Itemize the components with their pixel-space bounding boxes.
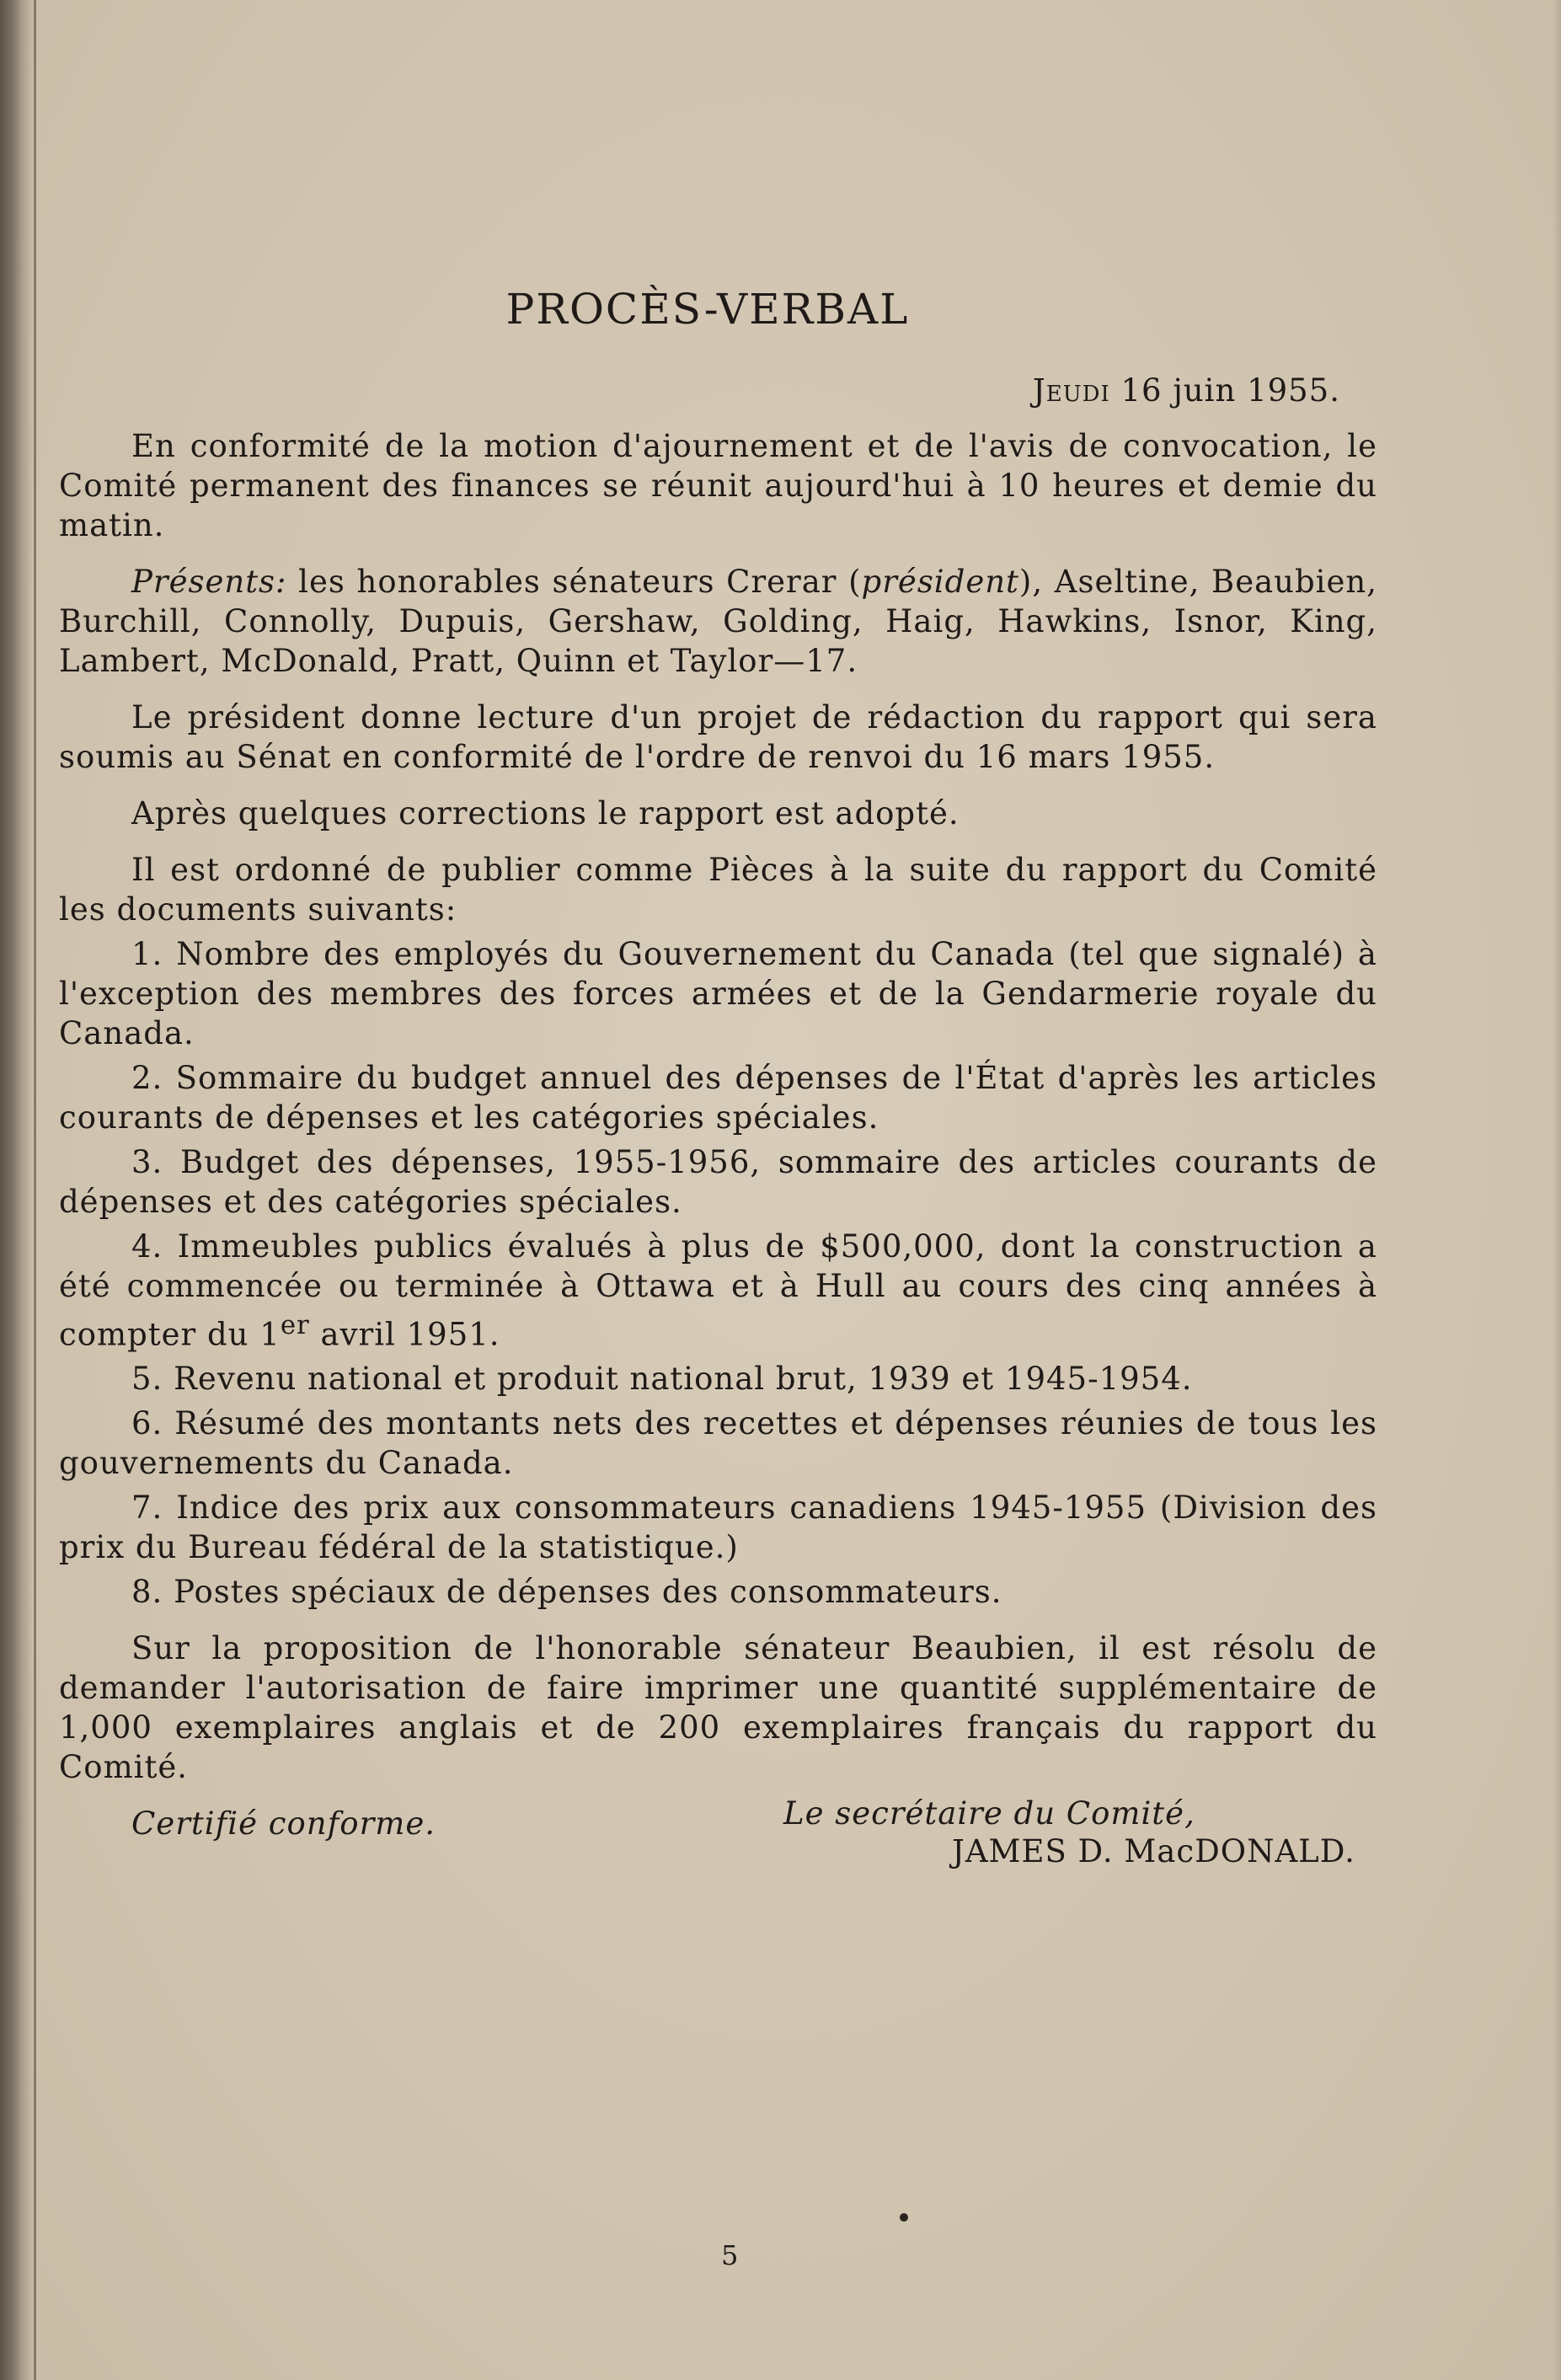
list-item-3: 3. Budget des dépenses, 1955-1956, sommaire des articles courants de dépenses et des catégories spéciales. <box>59 1144 1377 1220</box>
signature-name: JAMES D. MacDONALD. <box>952 1833 1355 1869</box>
list-item-6: 6. Résumé des montants nets des recettes et dépenses réunies de tous les gouvernements du Canada. <box>59 1405 1377 1482</box>
list-item-2: 2. Sommaire du budget annuel des dépenses de l'État d'après les articles courants de dépenses et les catégories spéciales. <box>59 1060 1377 1136</box>
list-item-5: 5. Revenu national et produit national brut, 1939 et 1945-1954. <box>131 1361 1193 1398</box>
signature-block <box>783 1794 1355 1870</box>
document-title: PROCÈS-VERBAL <box>505 285 910 334</box>
present-label: Présents: <box>131 564 287 600</box>
list-item-4-text-a: 4. Immeubles publics évalués à plus de $500,000, dont la construction a été commencée ou terminée à Ottawa et à Hull au cours des cinq années à compter du 1 <box>59 1228 1377 1353</box>
date-weekday: Jeudi <box>1032 372 1110 409</box>
list-item-4 <box>59 1227 1377 1354</box>
certified-line: Certifié conforme. <box>131 1805 436 1842</box>
paragraph-opening: En conformité de la motion d'ajournement et de l'avis de convocation, le Comité permanent des finances se réunit aujourd'hui à 10 heures et demie du matin. <box>59 428 1377 543</box>
page-binding-shadow <box>0 0 34 2380</box>
page-right-edge <box>1553 0 1561 2380</box>
list-item-4-text-b: avril 1951. <box>309 1316 500 1353</box>
list-item-7: 7. Indice des prix aux consommateurs canadiens 1945-1955 (Division des prix du Bureau fédéral de la statistique.) <box>59 1490 1377 1566</box>
page-fold-line <box>34 0 36 2380</box>
list-item-1: 1. Nombre des employés du Gouvernement du Canada (tel que signalé) à l'exception des membres des forces armées et de la Gendarmerie royale du Canada. <box>59 936 1377 1051</box>
present-text-a: les honorables sénateurs Crerar ( <box>286 564 862 600</box>
page-number: 5 <box>721 2239 739 2271</box>
document-date <box>1033 372 1340 409</box>
list-item-8: 8. Postes spéciaux de dépenses des consommateurs. <box>131 1574 1002 1611</box>
paragraph-resolution: Sur la proposition de l'honorable sénateur Beaubien, il est résolu de demander l'autorisation de faire imprimer une quantité supplémentaire de 1,000 exemplaires anglais et de 200 exemplaires français du rapport du Comité. <box>59 1630 1377 1786</box>
paragraph-ordered: Il est ordonné de publier comme Pièces à la suite du rapport du Comité les documents suivants: <box>59 852 1377 928</box>
present-text-b: ), Aseltine, Beaubien, Burchill, Connolly, Dupuis, Gershaw, Golding, Haig, Hawkins, Isnor, King, Lambert, McDonald, Pratt, Quinn et Taylor—17. <box>59 564 1377 679</box>
ink-speck <box>900 2213 908 2222</box>
signature-role: Le secrétaire du Comité, <box>783 1795 1195 1832</box>
paragraph-draft: Le président donne lecture d'un projet de rédaction du rapport qui sera soumis au Sénat en conformité de l'ordre de renvoi du 16 mars 1955. <box>59 699 1377 775</box>
present-role: président <box>861 564 1019 600</box>
paragraph-present <box>59 562 1377 681</box>
date-rest: 16 juin 1955. <box>1109 372 1340 409</box>
list-item-4-superscript: er <box>280 1310 310 1340</box>
document-body <box>59 426 1377 1860</box>
paragraph-adopted: Après quelques corrections le rapport est adopté. <box>131 795 960 832</box>
